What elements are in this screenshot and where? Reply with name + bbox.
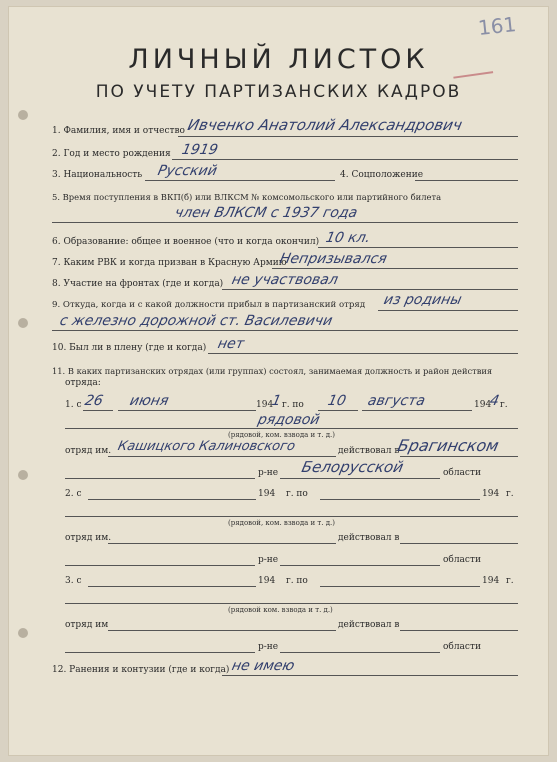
service-1-to-label: г. по: [282, 400, 304, 410]
document-title: ЛИЧНЫЙ ЛИСТОК: [128, 44, 429, 75]
service-1-oblast-line: [280, 478, 440, 479]
service-2-from-label: 2. с: [65, 489, 82, 499]
service-3-from-label: 3. с: [65, 576, 82, 586]
service-1-day-to-line: [318, 410, 358, 411]
field-4-line: [415, 180, 518, 181]
service-2-otryad-label: отряд им.: [65, 533, 112, 543]
field-8-label: 8. Участие на фронтах (где и когда): [52, 279, 224, 289]
service-3-position-line: [65, 603, 518, 604]
service-3-position-hint: (рядовой ком. взвода и т. д.): [228, 606, 333, 614]
service-2-rayon-line: [65, 565, 255, 566]
field-3-label: 3. Национальность: [52, 170, 143, 180]
binder-hole: [18, 628, 28, 638]
service-3-to-line: [320, 586, 480, 587]
service-1-month-to-line: [362, 410, 472, 411]
service-3-year-from: 194: [258, 576, 276, 586]
service-3-otryad-line: [108, 630, 336, 631]
service-3-otryad-label: отряд им: [65, 620, 109, 630]
service-2-rayon-label: р-не: [258, 555, 279, 565]
field-4-label: 4. Соцположение: [340, 170, 424, 180]
service-1-oblast: Белорусской: [300, 458, 406, 476]
field-9-line-1: [378, 310, 518, 311]
service-1-year-to-digit: 4: [488, 393, 501, 409]
field-9-label: 9. Откуда, когда и с какой должности прибыл в партизанский отряд: [52, 300, 366, 310]
service-3-from-line: [88, 586, 256, 587]
service-2-otryad-line: [108, 543, 336, 544]
field-6-label: 6. Образование: общее и военное (что и когда окончил): [52, 237, 320, 247]
service-2-to-label: г. по: [286, 489, 308, 499]
service-2-position-hint: (рядовой, ком. взвода и т. д.): [228, 519, 336, 527]
service-3-rayon-line: [65, 652, 255, 653]
service-1-position: рядовой: [256, 412, 322, 428]
field-10-line: [208, 353, 518, 354]
field-2-line: [172, 159, 518, 160]
field-11-label: 11. В каких партизанских отрядах (или группах) состоял, занимаемая должность и район действия: [52, 366, 493, 376]
binder-hole: [18, 318, 28, 328]
service-3-acted-line: [400, 630, 518, 631]
field-3-line: [145, 180, 335, 181]
service-1-acted-line: [400, 456, 518, 457]
service-2-year-suffix: г.: [506, 489, 514, 499]
field-10-value: нет: [216, 336, 246, 352]
service-1-rayon-label: р-не: [258, 468, 279, 478]
field-9-value-2: с железно дорожной ст. Василевичи: [58, 313, 334, 329]
field-1-value: Ивченко Анатолий Александрович: [186, 116, 464, 134]
service-2-acted-line: [400, 543, 518, 544]
service-1-day-from-line: [83, 410, 113, 411]
service-1-day-from: 26: [83, 393, 105, 409]
field-12-line: [222, 675, 518, 676]
service-1-oblast-label: области: [443, 468, 481, 478]
service-2-year-from: 194: [258, 489, 276, 499]
field-11-label-2: отряда:: [65, 378, 101, 388]
field-6-value: 10 кл.: [324, 230, 372, 246]
field-5-value: член ВЛКСМ с 1937 года: [173, 205, 359, 221]
service-1-from-label: 1. с: [65, 400, 82, 410]
field-5-label: 5. Время поступления в ВКП(б) или ВЛКСМ № комсомольского или партийного билета: [52, 192, 442, 202]
service-1-position-line: [65, 428, 518, 429]
service-1-otryad-line: [108, 456, 336, 457]
field-2-value: 1919: [180, 142, 220, 158]
field-6-line: [318, 247, 518, 248]
binder-hole: [18, 470, 28, 480]
field-12-value: не имею: [230, 658, 296, 674]
service-1-year-from: 194: [256, 400, 274, 410]
service-1-month-to: августа: [366, 393, 427, 409]
service-2-acted-label: действовал в: [338, 533, 400, 543]
archive-page-number: 161: [476, 12, 518, 40]
service-2-to-line: [320, 499, 480, 500]
service-3-to-label: г. по: [286, 576, 308, 586]
field-10-label: 10. Был ли в плену (где и когда): [52, 343, 207, 353]
service-2-oblast-label: области: [443, 555, 481, 565]
field-2-label: 2. Год и место рождения: [52, 149, 171, 159]
service-1-acted-label: действовал в: [338, 446, 400, 456]
service-1-year-from-digit: 1: [270, 393, 283, 409]
service-3-oblast-line: [280, 652, 440, 653]
service-2-year-to: 194: [482, 489, 500, 499]
service-3-rayon-label: р-не: [258, 642, 279, 652]
field-8-value: не участвовал: [230, 272, 340, 288]
field-9-value-1: из родины: [382, 292, 464, 308]
field-7-label: 7. Каким РВК и когда призван в Красную Армию: [52, 258, 287, 268]
service-1-month-from: июня: [128, 393, 171, 409]
field-7-line: [272, 268, 518, 269]
field-12-label: 12. Ранения и контузии (где и когда): [52, 665, 230, 675]
field-3-value: Русский: [156, 163, 219, 179]
service-1-day-to: 10: [326, 393, 348, 409]
service-3-oblast-label: области: [443, 642, 481, 652]
service-1-position-hint: (рядовой, ком. взвода и т. д.): [228, 431, 336, 439]
document-subtitle: ПО УЧЕТУ ПАРТИЗАНСКИХ КАДРОВ: [95, 82, 462, 102]
binder-hole: [18, 110, 28, 120]
service-2-from-line: [88, 499, 256, 500]
service-2-oblast-line: [280, 565, 440, 566]
service-1-otryad-label: отряд им.: [65, 446, 112, 456]
service-1-otryad: Кашицкого Калиновского: [116, 439, 297, 454]
field-1-label: 1. Фамилия, имя и отчество: [52, 126, 185, 136]
field-1-line: [178, 136, 518, 137]
service-1-acted: Брагинском: [395, 436, 501, 455]
service-1-month-from-line: [118, 410, 256, 411]
field-7-value: Непризывался: [278, 251, 389, 267]
service-1-rayon-line: [65, 478, 255, 479]
service-1-year-suffix: г.: [500, 400, 508, 410]
service-3-year-to: 194: [482, 576, 500, 586]
field-5-line: [52, 222, 518, 223]
field-8-line: [222, 289, 518, 290]
field-9-line-2: [52, 330, 518, 331]
service-1-year-to: 194: [474, 400, 492, 410]
service-3-acted-label: действовал в: [338, 620, 400, 630]
service-3-year-suffix: г.: [506, 576, 514, 586]
service-2-position-line: [65, 516, 518, 517]
